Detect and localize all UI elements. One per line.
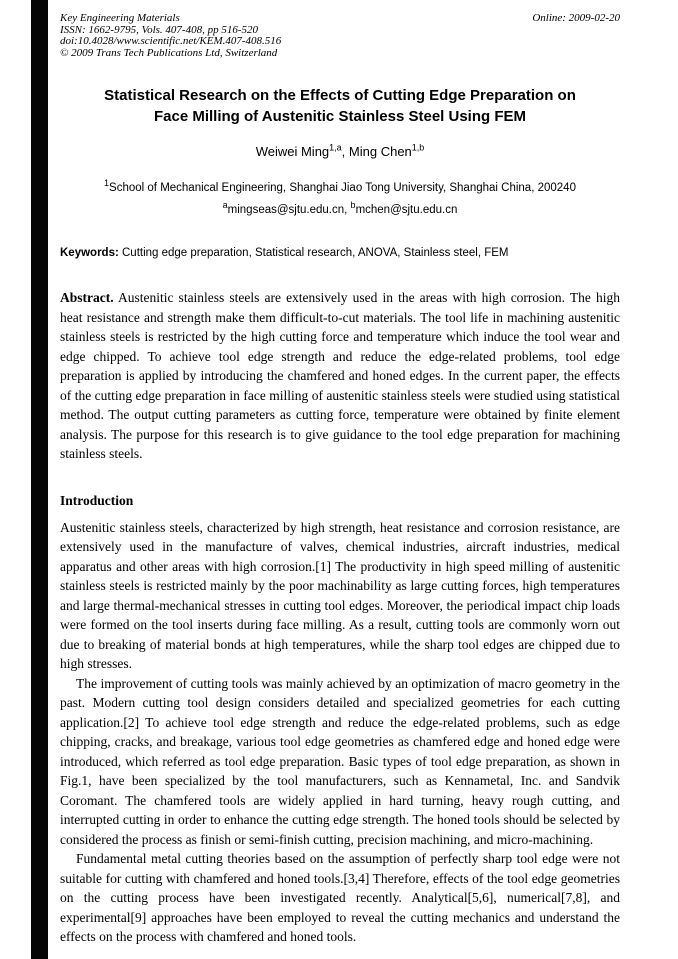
abstract-paragraph [60, 288, 620, 464]
author-2-superscript: 1,b [411, 142, 425, 153]
abstract-label: Abstract. [60, 290, 114, 305]
author-2: Ming Chen [348, 144, 412, 159]
abstract-text: Austenitic stainless steels are extensively used in the areas with high corrosion. The high heat resistance and strength make them difficult-to-cut materials. The tool life in machining austenitic stainless steels is restricted by the high cutting force and temperature which induce the tool wear and edge chipped. To achieve tool edge strength and reduce the edge-related problems, tool edge preparation is applied by introducing the chamfered and honed edges. In the current paper, the effects of the cutting edge preparation in face milling of austenitic stainless steels were studied using statistical method. The output cutting parameters as cutting force, temperature were obtained by finite element analysis. The purpose for this research is to give guidance to the tool edge preparation for machining stainless steels. [60, 290, 620, 461]
email-b: mchen@sjtu.edu.cn [355, 204, 458, 216]
author-line [60, 144, 620, 159]
affiliation-superscript: 1 [104, 178, 110, 189]
author-1: Weiwei Ming [255, 144, 330, 159]
copyright-line: © 2009 Trans Tech Publications Ltd, Switzerland [60, 46, 278, 59]
doi-line: doi:10.4028/www.scientific.net/KEM.407-408.516 [60, 35, 282, 47]
email-a-superscript: a [222, 200, 228, 211]
affiliation-line [60, 178, 620, 194]
scan-edge-artifact [31, 0, 48, 959]
issn-line: ISSN: 1662-9795, Vols. 407-408, pp 516-520 [60, 23, 258, 36]
introduction-paragraph-1: Austenitic stainless steels, characterized by high strength, heat resistance and corrosion resistance, are extensively used in the manufacture of valves, chemical industries, aircraft industries, medical apparatus and other areas with high corrosion.[1] The productivity in high speed milling of austenitic stainless steels is restricted mainly by the poor machinability as large cutting forces, high temperatures and large thermal-mechanical stresses in cutting tool edges. Moreover, the periodical impact chip loads were formed on the tool inserts during face milling. As a result, cutting tools are commonly worn out due to breaking of material bonds at high temperatures, while the sharp tool edges are chipped due to high stresses. [60, 519, 620, 671]
author-separator: , [341, 144, 349, 159]
journal-header-left [60, 13, 281, 59]
introduction-paragraph-2: The improvement of cutting tools was mainly achieved by an optimization of macro geometry in the past. Modern cutting tool design considers detailed and specialized geometries for each cutting application.[2] To achieve tool edge strength and reduce the edge-related problems, such as edge chipping, cracks, and breakage, various tool edge geometries as chamfered edge and honed edge were introduced, which referred as tool edge preparation. Basic types of tool edge preparation, as shown in Fig.1, have been specialized by the tool manufacturers, such as Kennametal, Inc. and Sandvik Coromant. The chamfered tools are widely applied in hard turning, heavy rough cutting, and interrupted cutting in order to enhance the cutting edge strength. The honed tools should be selected by considered the process as finish or semi-finish cutting, precision machining, and micro-machining. [60, 675, 620, 847]
keywords-label: Keywords: [60, 247, 119, 259]
introduction-heading: Introduction [60, 492, 134, 508]
email-line [60, 200, 620, 216]
paper-title: Statistical Research on the Effects of Cutting Edge Preparation on Face Milling of Austenitic Stainless Steel Using FEM [104, 87, 576, 125]
keywords-line [60, 245, 620, 261]
paper-page [60, 13, 620, 947]
author-1-superscript: 1,a [329, 142, 342, 153]
email-b-superscript: b [350, 200, 356, 211]
online-date: Online: 2009-02-20 [532, 12, 620, 24]
keywords-text: Cutting edge preparation, Statistical research, ANOVA, Stainless steel, FEM [118, 247, 509, 259]
journal-name: Key Engineering Materials [60, 12, 180, 24]
introduction-paragraph-3: Fundamental metal cutting theories based on the assumption of perfectly sharp tool edge were not suitable for cutting with chamfered and honed tools.[3,4] Therefore, effects of the tool edge geometries on the cutting process have been investigated recently. Analytical[5,6], numerical[7,8], and experimental[9] approaches have been employed to reveal the cutting mechanics and understand the effects on the process with chamfered and honed tools. [60, 851, 620, 944]
affiliation-text: School of Mechanical Engineering, Shanghai Jiao Tong University, Shanghai China, 200240 [109, 182, 576, 194]
journal-header [60, 13, 620, 59]
email-a: mingseas@sjtu.edu.cn, [227, 204, 351, 216]
